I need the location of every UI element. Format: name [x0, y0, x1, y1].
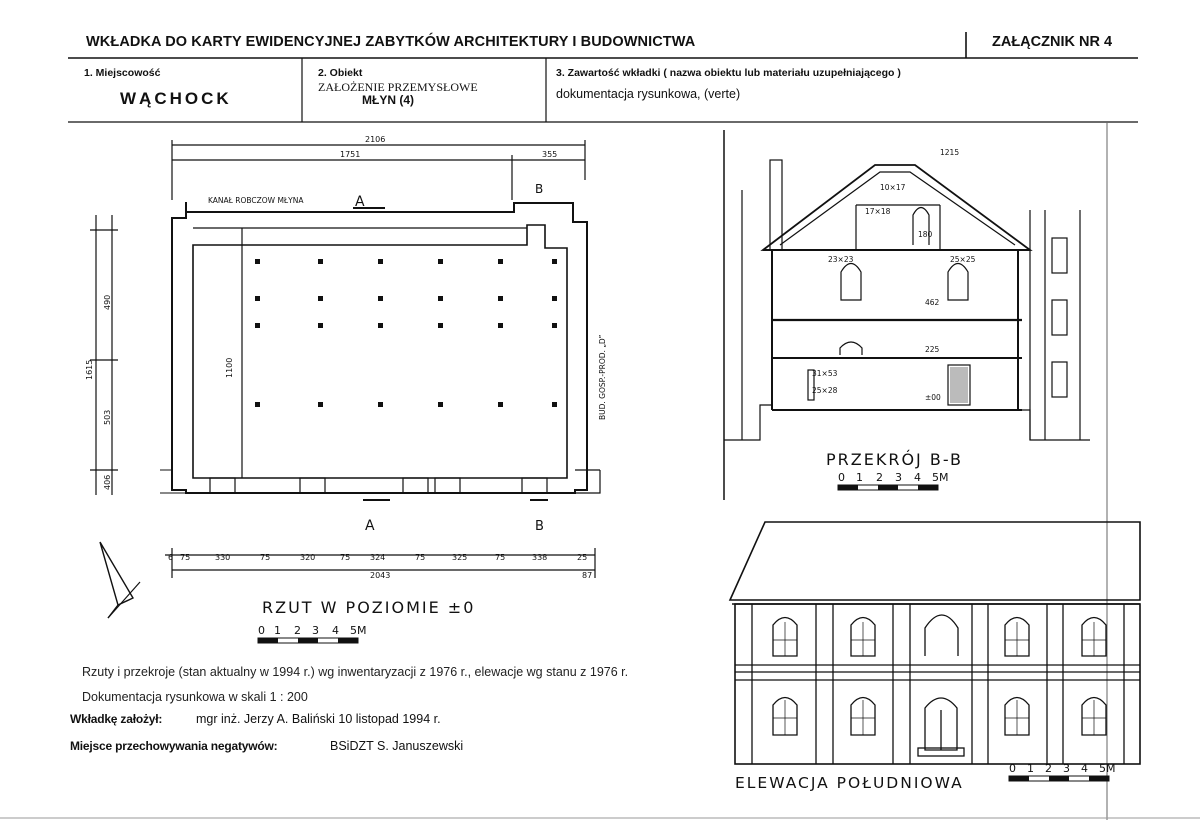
section-dim-10: 25×28 — [812, 386, 838, 395]
side-building-label: BUD. GOSP.-PROD. „D” — [598, 334, 607, 420]
storage-value: BSiDZT S. Januszewski — [330, 739, 464, 753]
section-dim-6: 25×25 — [950, 255, 976, 264]
content-value: dokumentacja rysunkowa, (verte) — [556, 87, 741, 101]
plan-dim-b11: 25 — [577, 553, 588, 562]
place-label: 1. Miejscowość — [84, 67, 161, 79]
plan-dim-b7: 75 — [415, 553, 426, 562]
elevation-caption: ELEWACJA POŁUDNIOWA — [735, 774, 964, 792]
svg-text:3: 3 — [312, 624, 319, 637]
svg-text:4: 4 — [914, 471, 921, 484]
section-dim-3: 17×18 — [865, 207, 891, 216]
svg-text:5M: 5M — [932, 471, 949, 484]
section-dim-1: 1215 — [940, 148, 960, 157]
svg-text:1: 1 — [274, 624, 281, 637]
plan-dim-b8: 325 — [452, 553, 468, 562]
section-mark-b-top: B — [535, 182, 544, 196]
plan-dim-b4: 320 — [300, 553, 316, 562]
section-mark-a-top: A — [355, 194, 365, 210]
svg-text:2: 2 — [294, 624, 301, 637]
section-dim-11: ±00 — [925, 393, 941, 402]
channel-label: KANAŁ ROBCZOW MŁYNA — [208, 196, 304, 205]
svg-text:2: 2 — [1045, 762, 1052, 775]
svg-text:5M: 5M — [1099, 762, 1116, 775]
svg-text:3: 3 — [1063, 762, 1070, 775]
section-dim-4: 180 — [918, 230, 933, 239]
svg-text:1: 1 — [1027, 762, 1034, 775]
plan-caption: RZUT W POZIOMIE ±0 — [262, 598, 476, 617]
plan-dim-main: 1751 — [340, 150, 361, 159]
section-dim-5: 23×23 — [828, 255, 854, 264]
svg-text:5M: 5M — [350, 624, 367, 637]
svg-text:3: 3 — [895, 471, 902, 484]
founder-value: mgr inż. Jerzy A. Baliński 10 listopad 1994 r. — [196, 712, 441, 726]
svg-text:4: 4 — [1081, 762, 1088, 775]
plan-dim-left-total: 1615 — [85, 359, 94, 380]
plan-dim-total: 2106 — [365, 135, 386, 144]
object-label: 2. Obiekt — [318, 67, 363, 79]
plan-dim-b0: 6 — [168, 553, 174, 562]
storage-label: Miejsce przechowywania negatywów: — [70, 739, 278, 753]
section-dim-2: 10×17 — [880, 183, 906, 192]
section-mark-a-bottom: A — [365, 518, 375, 534]
section-caption: PRZEKRÓJ B-B — [826, 450, 963, 469]
section-dim-7: 462 — [925, 298, 940, 307]
content-label: 3. Zawartość wkładki ( nazwa obiektu lub materiału uzupełniającego ) — [556, 67, 901, 79]
section-mark-b-bottom: B — [535, 519, 544, 534]
elevation-scale-bar — [1005, 760, 1135, 790]
note-line-2: Dokumentacja rysunkowa w skali 1 : 200 — [82, 690, 308, 704]
plan-dim-inner: 1100 — [225, 357, 234, 378]
object-line-1: ZAŁOŻENIE PRZEMYSŁOWE — [318, 80, 478, 94]
plan-dim-bottom-right: 87 — [582, 571, 593, 580]
plan-dim-b2: 330 — [215, 553, 231, 562]
founder-label: Wkładkę założył: — [70, 712, 163, 726]
annex-number: ZAŁĄCZNIK NR 4 — [992, 34, 1113, 50]
svg-text:4: 4 — [332, 624, 339, 637]
svg-text:0: 0 — [1009, 762, 1016, 775]
plan-dim-left-3: 406 — [103, 474, 112, 490]
plan-dim-left-2: 503 — [103, 409, 112, 425]
svg-text:0: 0 — [838, 471, 845, 484]
section-dim-8: 225 — [925, 345, 940, 354]
plan-dim-b1: 75 — [180, 553, 191, 562]
plan-dim-bottom-total: 2043 — [370, 571, 391, 580]
note-line-1: Rzuty i przekroje (stan aktualny w 1994 r.) wg inwentaryzacji z 1976 r., elewacje wg stanu z 1976 r. — [82, 665, 629, 679]
plan-dim-b10: 338 — [532, 553, 548, 562]
section-dim-9: 31×53 — [812, 369, 838, 378]
svg-text:1: 1 — [856, 471, 863, 484]
plan-dim-left-1: 490 — [103, 294, 112, 310]
plan-dim-side: 355 — [542, 150, 558, 159]
svg-text:2: 2 — [876, 471, 883, 484]
plan-dim-b6: 324 — [370, 553, 386, 562]
object-line-2: MŁYN (4) — [362, 93, 414, 107]
plan-dim-b3: 75 — [260, 553, 271, 562]
document-title: WKŁADKA DO KARTY EWIDENCYJNEJ ZABYTKÓW ARCHITEKTURY I BUDOWNICTWA — [86, 34, 696, 50]
svg-text:0: 0 — [258, 624, 265, 637]
plan-dim-b9: 75 — [495, 553, 506, 562]
plan-dim-b5: 75 — [340, 553, 351, 562]
place-value: WĄCHOCK — [120, 89, 232, 108]
